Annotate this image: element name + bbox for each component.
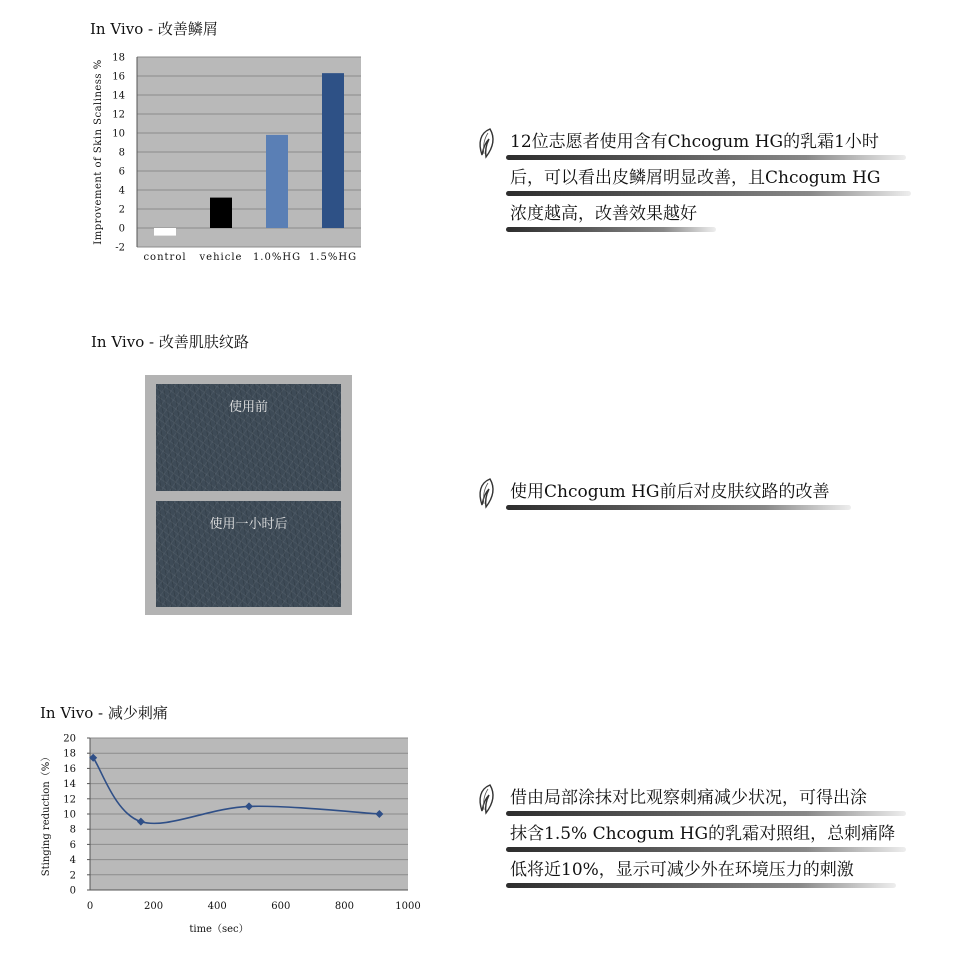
y-tick-label: 18 — [63, 748, 76, 760]
section-title-stinging: In Vivo - 减少刺痛 — [40, 704, 168, 722]
note-line — [476, 787, 916, 823]
x-tick-label: 400 — [207, 901, 227, 912]
x-tick-label: 1000 — [395, 901, 421, 912]
note-line — [476, 823, 916, 859]
y-tick-label: 12 — [112, 109, 125, 121]
note-text: 后，可以看出皮鳞屑明显改善，且Chcogum HG — [510, 168, 881, 188]
brush-underline — [506, 155, 906, 160]
y-tick-label: 4 — [69, 855, 76, 867]
x-tick-label: 800 — [334, 901, 354, 912]
brush-underline — [506, 505, 851, 510]
note-stinging — [476, 787, 916, 895]
note-line — [476, 131, 916, 167]
bar — [322, 73, 344, 228]
y-tick-label: 16 — [112, 71, 125, 83]
x-tick-label: 0 — [86, 901, 94, 912]
y-tick-label: 10 — [112, 128, 125, 140]
y-tick-label: 10 — [63, 809, 76, 821]
section-title-texture: In Vivo - 改善肌肤纹路 — [91, 333, 249, 351]
y-tick-label: 12 — [63, 794, 76, 806]
note-text: 12位志愿者使用含有Chcogum HG的乳霜1小时 — [510, 132, 879, 152]
brush-underline — [506, 847, 906, 852]
y-tick-label: 20 — [63, 733, 76, 745]
y-tick-label: 4 — [118, 185, 125, 197]
y-axis-label: Stinging reduction（%） — [41, 751, 52, 877]
x-tick-label: 1.5%HG — [308, 252, 358, 260]
brush-underline — [506, 191, 911, 196]
bar — [154, 228, 176, 236]
y-tick-label: 0 — [118, 223, 125, 235]
brush-underline — [506, 811, 906, 816]
photo-before-label: 使用前 — [228, 400, 268, 415]
y-tick-label: 2 — [69, 870, 76, 882]
note-text: 抹含1.5% Chcogum HG的乳霜对照组，总刺痛降 — [510, 824, 896, 844]
section-title-scaliness: In Vivo - 改善鳞屑 — [90, 20, 218, 38]
x-tick-label: control — [143, 252, 187, 260]
photo-after — [156, 501, 341, 607]
x-tick-label: 200 — [144, 901, 164, 912]
note-texture — [476, 481, 916, 517]
x-tick-label: vehicle — [199, 252, 243, 260]
scaliness-bar-chart — [85, 45, 375, 260]
note-line — [476, 859, 916, 895]
note-scaliness — [476, 131, 916, 239]
y-tick-label: 6 — [118, 166, 125, 178]
brush-underline — [506, 883, 896, 888]
y-tick-label: 14 — [112, 90, 125, 102]
x-tick-label: 1.0%HG — [252, 252, 302, 260]
bar — [210, 198, 232, 228]
y-tick-label: -2 — [115, 242, 125, 254]
x-axis-label: time（sec） — [189, 924, 249, 935]
note-text: 低将近10%，显示可减少外在环境压力的刺激 — [510, 860, 854, 880]
x-tick-label: 600 — [271, 901, 291, 912]
y-tick-label: 14 — [63, 779, 76, 791]
y-tick-label: 16 — [63, 763, 76, 775]
y-tick-label: 8 — [69, 824, 76, 836]
bar — [266, 135, 288, 228]
y-tick-label: 18 — [112, 52, 125, 64]
note-line — [476, 203, 916, 239]
note-text: 借由局部涂抹对比观察刺痛减少状况，可得出涂 — [510, 788, 867, 808]
note-text: 浓度越高，改善效果越好 — [510, 204, 697, 224]
note-line — [476, 167, 916, 203]
note-text: 使用Chcogum HG前后对皮肤纹路的改善 — [510, 482, 830, 502]
note-line — [476, 481, 916, 517]
photo-comparison — [145, 375, 352, 615]
y-tick-label: 2 — [118, 204, 125, 216]
y-axis-label: Improvement of Skin Scaliness % — [93, 59, 104, 245]
photo-after-label: 使用一小时后 — [209, 517, 288, 532]
photo-before — [156, 384, 341, 491]
y-tick-label: 8 — [118, 147, 125, 159]
brush-underline — [506, 227, 716, 232]
y-tick-label: 0 — [69, 885, 76, 897]
stinging-line-chart — [35, 730, 425, 940]
y-tick-label: 6 — [69, 839, 76, 851]
